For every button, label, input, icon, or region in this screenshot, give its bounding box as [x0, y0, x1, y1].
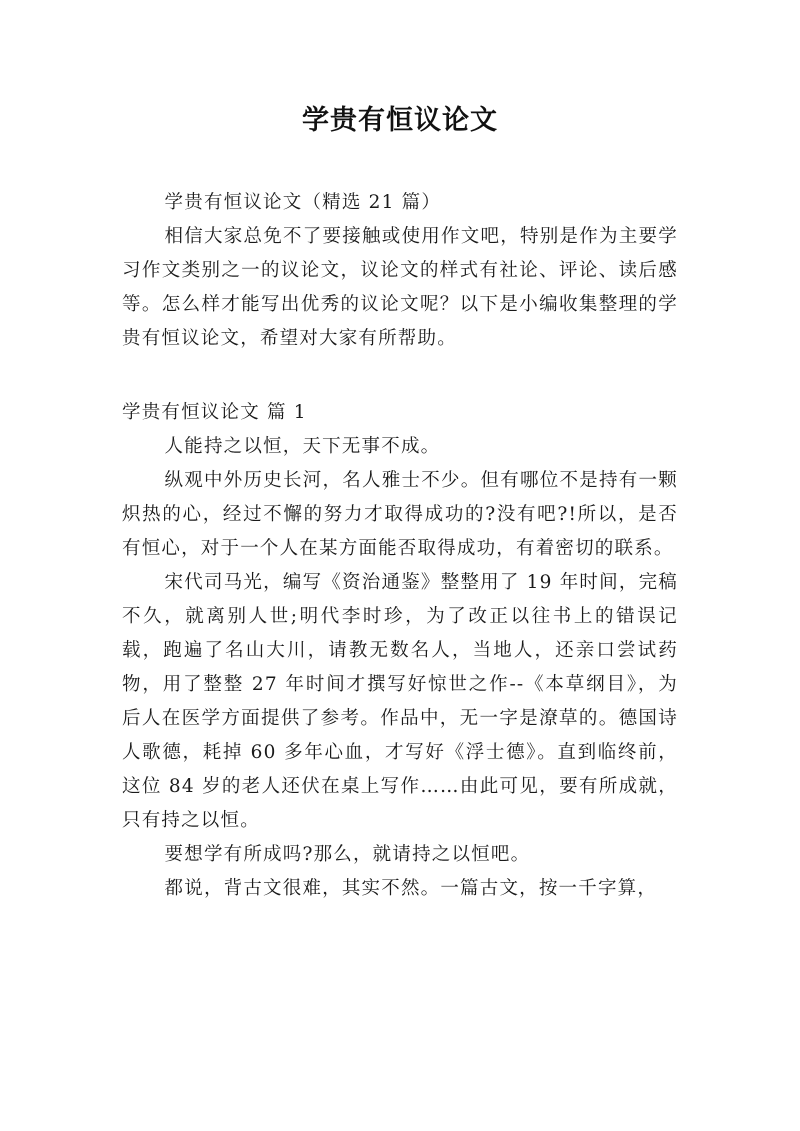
document-body: [122, 186, 678, 906]
body-paragraph: 纵观中外历史长河，名人雅士不少。但有哪位不是持有一颗炽热的心，经过不懈的努力才取得成功的?没有吧?!所以，是否有恒心，对于一个人在某方面能否取得成功，有着密切的联系。: [122, 470, 678, 559]
body-paragraph: 要想学有所成吗?那么，就请持之以恒吧。: [164, 844, 531, 865]
intro-paragraph: 相信大家总免不了要接触或使用作文吧，特别是作为主要学习作文类别之一的议论文，议论文的样式有社论、评论、读后感等。怎么样才能写出优秀的议论文呢？以下是小编收集整理的学贵有恒议论文，希望对大家有所帮助。: [122, 226, 678, 349]
body-paragraph: 人能持之以恒，天下无事不成。: [164, 436, 441, 457]
section-heading: 学贵有恒议论文 篇 1: [122, 402, 307, 423]
section-spacer: [122, 356, 678, 396]
body-paragraph: 都说，背古文很难，其实不然。一篇古文，按一千字算，: [164, 878, 658, 899]
body-paragraph: 宋代司马光，编写《资治通鉴》整整用了 19 年时间，完稿不久，就离别人世;明代李时珍，为了改正以往书上的错误记载，跑遍了名山大川，请教无数名人，当地人，还亲口尝试药物，用了整整 27 年时间才撰写好惊世之作--《本草纲目》，为后人在医学方面提供了参考。作品中，无一字是潦草的。德国诗人歌德，耗掉 60 多年心血，才写好《浮士德》。直到临终前，这位 84 岁的老人还伏在桌上写作……由此可见，要有所成就，只有持之以恒。: [122, 572, 678, 831]
document-title: 学贵有恒议论文: [302, 105, 498, 136]
subtitle-line: 学贵有恒议论文（精选 21 篇）: [164, 192, 442, 213]
